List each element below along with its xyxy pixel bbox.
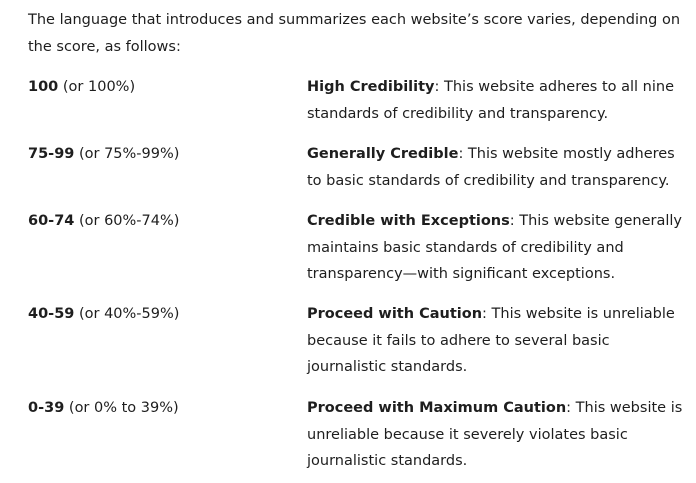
score-range <box>28 141 298 168</box>
score-description-text: : This website is unreliable because it fails to adhere to several basic journalistic standards. <box>307 306 675 375</box>
score-label: Proceed with Caution <box>307 306 483 322</box>
score-range-percent: (or 75%-99%) <box>74 146 180 162</box>
score-range-percent: (or 40%-59%) <box>74 306 180 322</box>
score-description-text: : This website is unreliable because it severely violates basic journalistic standards. <box>307 400 683 469</box>
score-range <box>28 74 298 101</box>
score-range-value: 60-74 <box>28 213 75 229</box>
score-label: Generally Credible <box>307 146 459 162</box>
score-description <box>307 395 691 475</box>
score-description <box>307 208 691 288</box>
score-description-text: : This website adheres to all nine standards of credibility and transparency. <box>307 79 675 122</box>
score-range <box>28 301 298 328</box>
score-range-value: 0-39 <box>28 400 65 416</box>
score-label: Credible with Exceptions <box>307 213 510 229</box>
score-label: High Credibility <box>307 79 435 95</box>
score-description-text: : This website generally maintains basic standards of credibility and transparency—with significant exceptions. <box>307 213 683 282</box>
score-range <box>28 395 298 422</box>
score-range-value: 75-99 <box>28 146 75 162</box>
score-range-value: 40-59 <box>28 306 75 322</box>
score-label: Proceed with Maximum Caution <box>307 400 567 416</box>
score-range-percent: (or 60%-74%) <box>74 213 180 229</box>
score-range-percent: (or 100%) <box>58 79 136 95</box>
intro-paragraph: The language that introduces and summarizes each website’s score varies, depending on the score, as follows: <box>28 12 681 55</box>
score-description-text: : This website mostly adheres to basic standards of credibility and transparency. <box>307 146 675 189</box>
score-description <box>307 301 691 381</box>
score-description <box>307 141 691 194</box>
score-description <box>307 74 691 127</box>
score-range <box>28 208 298 235</box>
score-range-percent: (or 0% to 39%) <box>64 400 179 416</box>
score-range-value: 100 <box>28 79 59 95</box>
